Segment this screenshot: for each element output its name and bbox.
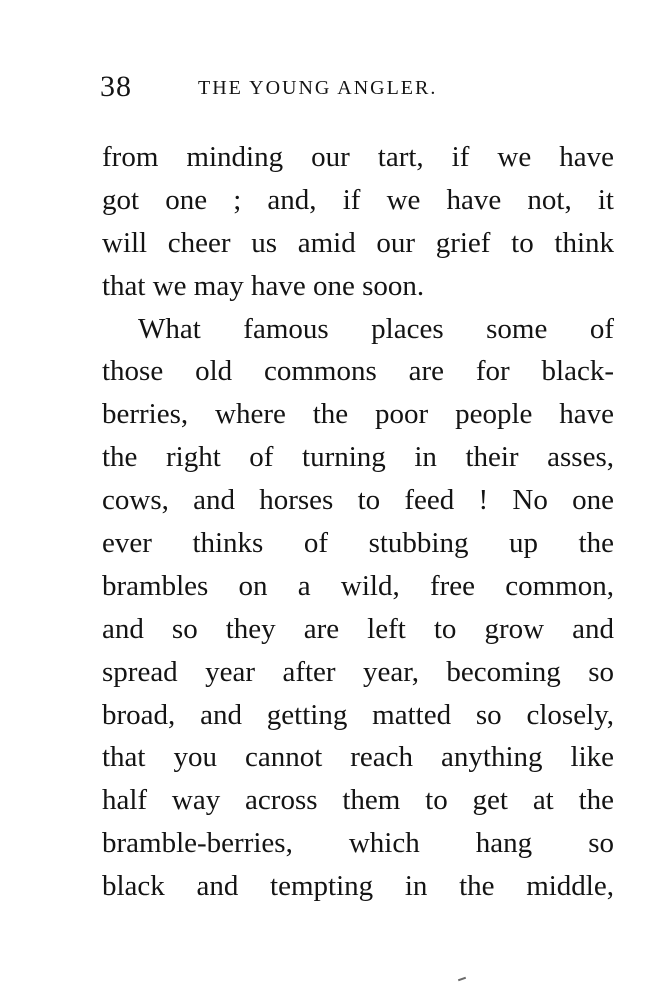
page-number: 38	[100, 70, 132, 103]
body-text	[102, 136, 614, 908]
text-line: spread year after year, becoming so	[102, 655, 614, 688]
running-head: THE YOUNG ANGLER.	[198, 77, 438, 99]
text-line: that we may have one soon.	[102, 269, 425, 302]
text-line: will cheer us amid our grief to think	[102, 226, 614, 259]
paragraph-2	[102, 308, 614, 908]
text-line: the right of turning in their asses,	[102, 441, 614, 474]
text-line: black and tempting in the middle,	[102, 870, 614, 903]
text-line: bramble-berries, which hang so	[102, 827, 614, 860]
text-line: that you cannot reach anything like	[102, 741, 614, 774]
text-line: What famous places some of	[138, 312, 614, 345]
text-line: broad, and getting matted so closely,	[102, 698, 614, 731]
text-line: ever thinks of stubbing up the	[102, 527, 614, 560]
text-line: from minding our tart, if we have	[102, 141, 614, 173]
text-line: berries, where the poor people have	[102, 398, 614, 431]
text-line: those old commons are for black-	[102, 355, 614, 388]
text-line: brambles on a wild, free common,	[102, 569, 614, 602]
print-speck	[458, 977, 466, 982]
page-header	[100, 64, 530, 108]
paragraph-1	[102, 136, 614, 308]
text-line: cows, and horses to feed ! No one	[102, 484, 614, 517]
text-line: half way across them to get at the	[102, 784, 614, 817]
text-line: and so they are left to grow and	[102, 612, 614, 645]
text-line: got one ; and, if we have not, it	[102, 183, 614, 216]
